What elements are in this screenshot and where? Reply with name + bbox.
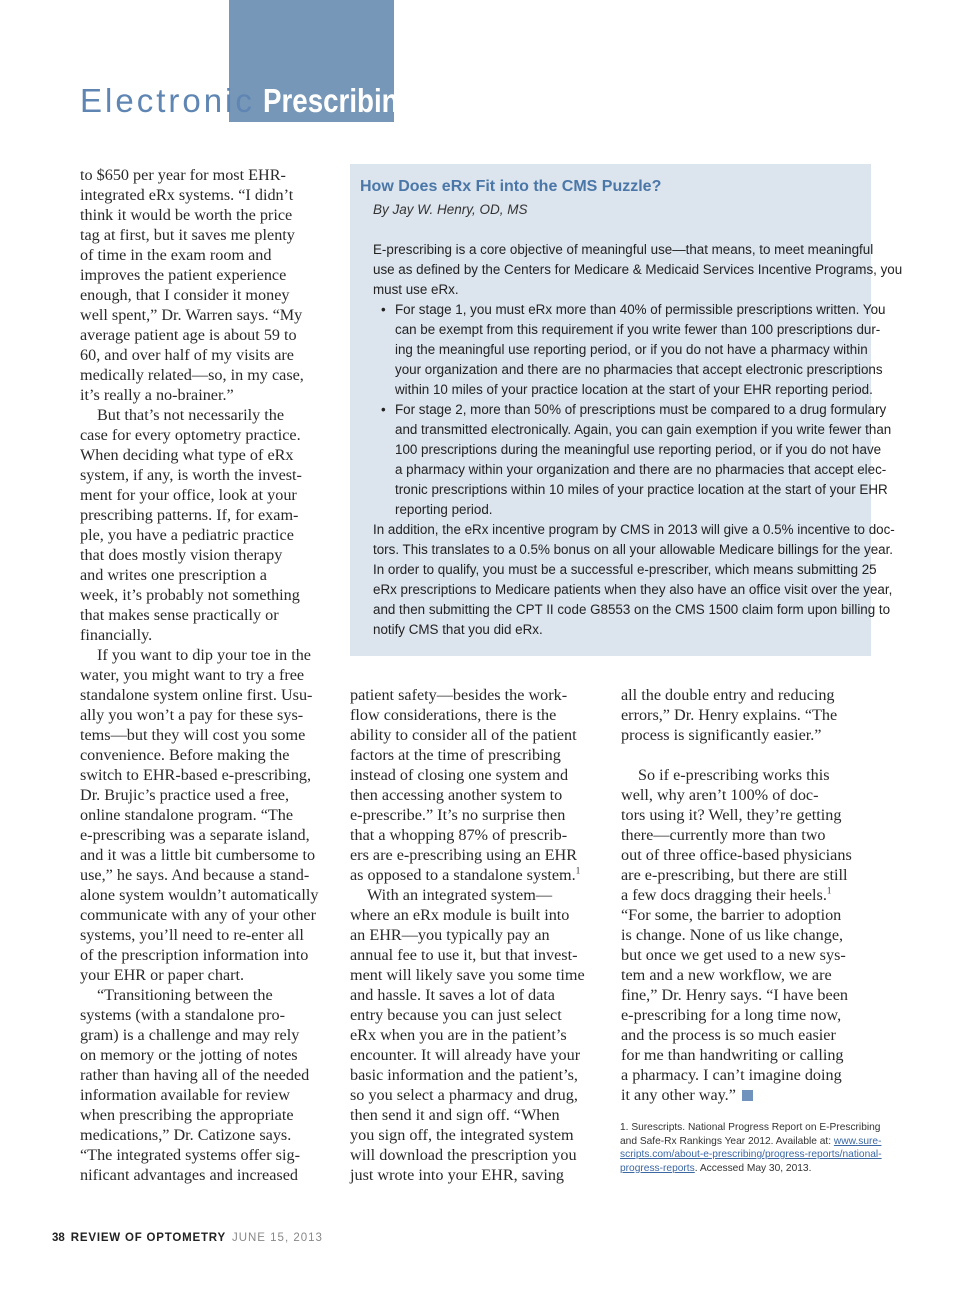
text-line: “The integrated systems offer sig- [80,1146,300,1164]
text-line: then send it and sign off. “When [350,1106,560,1124]
sidebar-title: How Does eRx Fit into the CMS Puzzle? [360,178,662,195]
text-line: entry because you can just select [350,1006,562,1024]
footnote-line: 1. Surescripts. National Progress Report on E-Prescribing [620,1122,881,1133]
issue-date: JUNE 15, 2013 [231,1232,323,1244]
end-of-article-square-icon [742,1090,753,1101]
text-line: E-prescribing is a core objective of meaningful use—that means, to meet meaningful [373,242,874,257]
footnote-link[interactable]: www.sure- [833,1135,882,1147]
text-line: tag at first, but it saves me plenty [80,226,295,244]
text-line: In order to qualify, you must be a successful e-prescriber, which means submitting 25 [373,562,877,577]
text-line: are e-prescribing, but there are still [621,866,848,884]
text-line: case for every optometry practice. [80,426,301,444]
text-line: systems, you’ll need to re-enter all [80,926,304,944]
text-line: must use eRx. [373,282,459,297]
text-line: prescribing patterns. If, for exam- [80,506,299,524]
text-line: so you select a pharmacy and drug, [350,1086,578,1104]
text-line: of time in the exam room and [80,246,272,264]
text-line: it’s really a no-brainer.” [80,386,234,404]
text-line [621,885,876,905]
footnote-link[interactable]: scripts.com/about-e-prescribing/progress-reports/national- [620,1149,882,1160]
magazine-name: REVIEW OF OPTOMETRY [70,1232,226,1244]
page-folio [52,1232,323,1244]
text-line: information available for review [80,1086,290,1104]
text-line: your organization and there are no pharmacies that accept electronic prescriptions [395,362,883,377]
footnote-line: and Safe-Rx Rankings Year 2012. Available at: [620,1135,834,1147]
text-line: then accessing another system to [350,786,563,804]
text-line: your EHR or paper chart. [80,966,245,984]
section-title-light: Electronic [80,82,255,119]
text-line: communicate with any of your other [80,906,316,924]
text-line: think it would be worth the price [80,206,293,224]
bullet-item [373,400,902,420]
sidebar-box [350,164,903,656]
text-line: ple, you have a pediatric practice [80,526,294,544]
text-line: tors. This translates to a 0.5% bonus on all your allowable Medicare billings for the year. [373,542,894,557]
text-line: medications,” Dr. Catizone says. [80,1126,292,1144]
text-line: out of three office-based physicians [621,846,852,864]
text-line-content: as opposed to a standalone system. [350,866,576,884]
text-line: annual fee to use it, but that invest- [350,946,578,964]
text-line: When deciding what type of eRx [80,446,294,464]
reference-mark: 1 [575,865,581,876]
text-line: and writes one prescription a [80,566,267,584]
text-line: tronic prescriptions within 10 miles of your practice location at the start of your EHR [395,482,888,497]
text-line: factors at the time of prescribing [350,746,561,764]
text-line: systems (with a standalone pro- [80,1006,285,1024]
footnote-link[interactable]: progress-reports [620,1162,695,1174]
text-line: can be exempt from this requirement if you write fewer than 100 prescriptions dur- [395,322,881,337]
text-line: and then submitting the CPT II code G8553 on the CMS 1500 claim form upon billing to [373,602,891,617]
text-line-content: a few docs dragging their heels. [621,886,827,904]
text-line: where an eRx module is built into [350,906,570,924]
text-line-content: it any other way.” [621,1086,736,1104]
text-line: If you want to dip your toe in the [97,646,311,664]
text-line: week, it’s probably not something [80,586,300,604]
text-line: switch to EHR-based e-prescribing, [80,766,312,784]
text-line: an EHR—you typically pay an [350,926,550,944]
bullet-text: For stage 2, more than 50% of prescriptions must be compared to a drug formulary [395,402,887,417]
text-line: 60, and over half of my visits are [80,346,294,364]
text-line: tems—but they will cost you some [80,726,306,744]
text-line: within 10 miles of your practice location at the start of your EHR reporting period. [395,382,873,397]
text-line: when prescribing the appropriate [80,1106,294,1124]
text-line: integrated eRx systems. “I didn’t [80,186,294,204]
text-line: and it was a little bit cumbersome to [80,846,316,864]
text-line: e-prescribing for a long time now, [621,1006,842,1024]
text-line: flow considerations, there is the [350,706,557,724]
text-line: ers are e-prescribing using an EHR [350,846,577,864]
text-line [350,865,605,885]
text-line: reporting period. [395,502,493,517]
text-line: ment for your office, look at your [80,486,297,504]
text-line: financially. [80,626,153,644]
text-line: But that’s not necessarily the [97,406,285,424]
text-line: notify CMS that you did eRx. [373,622,543,637]
text-line: that makes sense practically or [80,606,279,624]
bullet-icon: • [381,302,386,317]
text-line: alone system wouldn’t automatically [80,886,319,904]
text-line: gram) is a challenge and may rely [80,1026,300,1044]
footnote [620,1121,882,1175]
text-line: that does mostly vision therapy [80,546,283,564]
text-line: to $650 per year for most EHR- [80,166,286,184]
text-line: use,” he says. And because a stand- [80,866,310,884]
article-column-1 [80,165,335,1185]
text-line: and transmitted electronically. Again, you can gain exemption if you write fewer than [395,422,892,437]
sidebar-body [373,240,902,640]
text-line: 100 prescriptions during the meaningful use reporting period, or if you do not have [395,442,882,457]
paragraph-gap [621,745,876,765]
text-line: e-prescribing was a separate island, [80,826,310,844]
text-line: “Transitioning between the [97,986,273,1004]
text-line: improves the patient experience [80,266,287,284]
text-line: and hassle. It saves a lot of data [350,986,555,1004]
text-line: well, why aren’t 100% of doc- [621,786,819,804]
text-line: but once we get used to a new sys- [621,946,846,964]
text-line: rather than having all of the needed [80,1066,310,1084]
text-line: With an integrated system— [367,886,553,904]
text-line: you sign off, the integrated system [350,1126,574,1144]
text-line: all the double entry and reducing [621,686,835,704]
article-column-3 [621,685,876,1105]
text-line: instead of closing one system and [350,766,569,784]
text-line: errors,” Dr. Henry explains. “The [621,706,838,724]
text-line: system, if any, is worth the invest- [80,466,302,484]
section-title-bold: Prescribing [262,82,416,119]
text-line: nificant advantages and increased [80,1166,298,1184]
text-line: will download the prescription you [350,1146,577,1164]
text-line: convenience. Before making the [80,746,290,764]
article-column-2 [350,685,605,1185]
text-line: So if e-prescribing works this [638,766,830,784]
reference-mark: 1 [826,885,832,896]
text-line: tem and a new workflow, we are [621,966,832,984]
text-line: average patient age is about 59 to [80,326,297,344]
text-line: that a whopping 87% of prescrib- [350,826,568,844]
text-line: just wrote into your EHR, saving [350,1166,565,1184]
text-line: ability to consider all of the patient [350,726,577,744]
text-line: is change. None of us like change, [621,926,844,944]
text-line: ment will likely save you some time [350,966,585,984]
footnote-line: . Accessed May 30, 2013. [694,1162,812,1174]
text-line: e-prescribe.” It’s no surprise then [350,806,566,824]
text-line: In addition, the eRx incentive program by CMS in 2013 will give a 0.5% incentive to doc- [373,522,895,537]
section-title [80,82,444,122]
text-line: there—currently more than two [621,826,826,844]
text-line: and the process is so much easier [621,1026,836,1044]
text-line: well spent,” Dr. Warren says. “My [80,306,303,324]
text-line: eRx when you are in the patient’s [350,1026,567,1044]
text-line: encounter. It will already have your [350,1046,581,1064]
text-line: a pharmacy within your organization and there are no pharmacies that accept elec- [395,462,887,477]
text-line: on memory or the jotting of notes [80,1046,298,1064]
text-line: use as defined by the Centers for Medicare & Medicaid Services Incentive Programs, you [373,262,903,277]
text-line: of the prescription information into [80,946,309,964]
text-line: medically related—so, in my case, [80,366,304,384]
text-line: a pharmacy. I can’t imagine doing [621,1066,842,1084]
text-line: process is significantly easier.” [621,726,822,744]
bullet-item [373,300,902,320]
text-line: eRx prescriptions to Medicare patients when they also have an office visit over the year, [373,582,893,597]
text-line: fine,” Dr. Henry says. “I have been [621,986,848,1004]
text-line: ally you won’t a pay for these sys- [80,706,304,724]
text-line: standalone system online first. Usu- [80,686,313,704]
text-line: for me than handwriting or calling [621,1046,844,1064]
page-number: 38 [52,1232,65,1244]
text-line: enough, that I consider it money [80,286,290,304]
text-line: online standalone program. “The [80,806,294,824]
sidebar-byline: By Jay W. Henry, OD, MS [373,202,528,217]
bullet-icon: • [381,402,386,417]
bullet-text: For stage 1, you must eRx more than 40% of permissible prescriptions written. You [395,302,886,317]
text-line: tors using it? Well, they’re getting [621,806,842,824]
text-line: “For some, the barrier to adoption [621,906,842,924]
text-line: basic information and the patient’s, [350,1066,578,1084]
text-line: patient safety—besides the work- [350,686,568,704]
text-line: Dr. Brujic’s practice used a free, [80,786,289,804]
text-line: water, you might want to try a free [80,666,305,684]
text-line [621,1085,876,1105]
text-line: ing the meaningful use reporting period, or if you do not have a pharmacy within [395,342,868,357]
